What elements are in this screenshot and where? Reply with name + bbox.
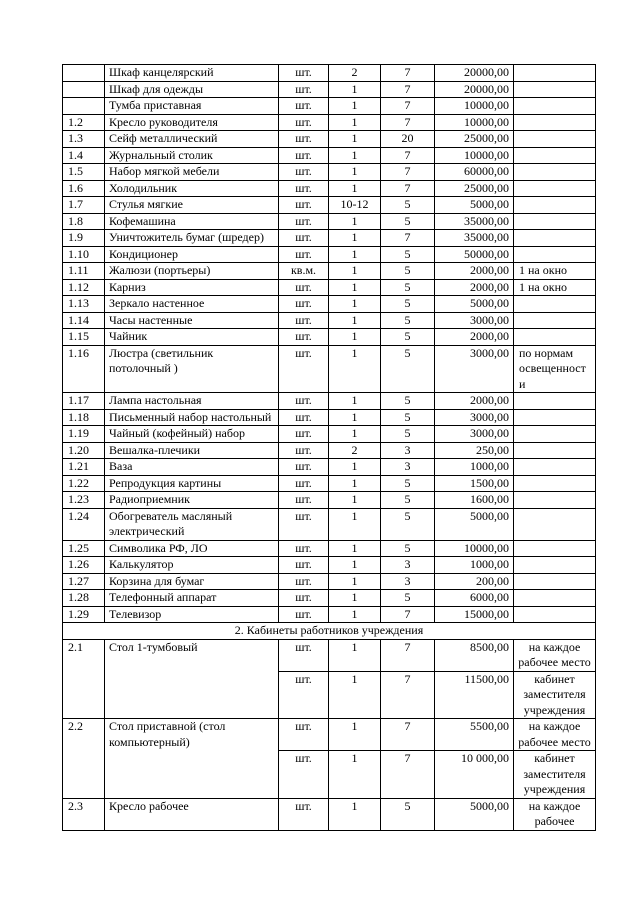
item-number: 1.3 (63, 131, 105, 148)
item-unit: шт. (279, 197, 329, 214)
table-row (63, 312, 596, 329)
item-price: 1600,00 (435, 492, 514, 509)
table-row (63, 442, 596, 459)
item-quantity: 1 (329, 426, 381, 443)
item-name: Журнальный столик (105, 147, 279, 164)
item-service-years: 7 (381, 751, 435, 799)
item-note (514, 540, 596, 557)
item-price: 10000,00 (435, 98, 514, 115)
item-service-years: 5 (381, 492, 435, 509)
item-quantity: 1 (329, 590, 381, 607)
item-price: 10000,00 (435, 540, 514, 557)
table-row (63, 345, 596, 393)
item-note (514, 213, 596, 230)
item-price: 2000,00 (435, 329, 514, 346)
item-service-years: 5 (381, 197, 435, 214)
item-unit: шт. (279, 312, 329, 329)
item-quantity: 1 (329, 164, 381, 181)
item-number (63, 81, 105, 98)
section-title: 2. Кабинеты работников учреждения (63, 623, 596, 640)
item-note (514, 246, 596, 263)
item-quantity: 1 (329, 81, 381, 98)
item-unit: шт. (279, 65, 329, 82)
item-quantity: 1 (329, 246, 381, 263)
item-note (514, 409, 596, 426)
item-quantity: 1 (329, 573, 381, 590)
item-number: 1.21 (63, 459, 105, 476)
item-quantity: 1 (329, 751, 381, 799)
item-note: 1 на окно (514, 263, 596, 280)
table-row (63, 492, 596, 509)
item-service-years: 5 (381, 540, 435, 557)
table-row (63, 114, 596, 131)
item-name: Репродукция картины (105, 475, 279, 492)
table-row (63, 426, 596, 443)
item-number: 1.13 (63, 296, 105, 313)
item-price: 2000,00 (435, 393, 514, 410)
item-number: 2.2 (63, 719, 105, 799)
item-unit: шт. (279, 345, 329, 393)
item-name: Письменный набор настольный (105, 409, 279, 426)
item-number: 1.5 (63, 164, 105, 181)
table-row (63, 81, 596, 98)
item-price: 2000,00 (435, 279, 514, 296)
item-service-years: 5 (381, 279, 435, 296)
item-note (514, 296, 596, 313)
item-number: 1.19 (63, 426, 105, 443)
item-price: 35000,00 (435, 230, 514, 247)
item-number: 1.26 (63, 557, 105, 574)
item-unit: шт. (279, 329, 329, 346)
item-quantity: 1 (329, 719, 381, 751)
item-number: 1.2 (63, 114, 105, 131)
item-price: 5000,00 (435, 508, 514, 540)
item-note: на каждое рабочее (514, 798, 596, 830)
item-service-years: 3 (381, 573, 435, 590)
item-service-years: 20 (381, 131, 435, 148)
table-row (63, 180, 596, 197)
item-price: 1000,00 (435, 459, 514, 476)
item-number: 1.16 (63, 345, 105, 393)
item-name: Кресло руководителя (105, 114, 279, 131)
table-row (63, 263, 596, 280)
item-unit: шт. (279, 671, 329, 719)
item-name: Обогреватель масляный электрический (105, 508, 279, 540)
item-price: 8500,00 (435, 639, 514, 671)
item-name: Телефонный аппарат (105, 590, 279, 607)
item-name: Набор мягкой мебели (105, 164, 279, 181)
item-service-years: 3 (381, 557, 435, 574)
section-heading-row (63, 623, 596, 640)
table-row (63, 246, 596, 263)
item-service-years: 5 (381, 475, 435, 492)
item-note (514, 98, 596, 115)
item-price: 5000,00 (435, 798, 514, 830)
item-unit: шт. (279, 590, 329, 607)
item-service-years: 7 (381, 114, 435, 131)
item-quantity: 1 (329, 345, 381, 393)
item-quantity: 1 (329, 459, 381, 476)
item-price: 20000,00 (435, 65, 514, 82)
item-unit: шт. (279, 180, 329, 197)
item-price: 25000,00 (435, 131, 514, 148)
table-row (63, 329, 596, 346)
table-row (63, 719, 596, 751)
item-number: 1.27 (63, 573, 105, 590)
item-unit: шт. (279, 639, 329, 671)
item-note (514, 180, 596, 197)
item-note (514, 312, 596, 329)
item-unit: шт. (279, 573, 329, 590)
item-service-years: 7 (381, 164, 435, 181)
item-price: 250,00 (435, 442, 514, 459)
table-row (63, 393, 596, 410)
item-number: 1.22 (63, 475, 105, 492)
item-service-years: 7 (381, 81, 435, 98)
item-service-years: 3 (381, 442, 435, 459)
item-price: 15000,00 (435, 606, 514, 623)
item-service-years: 7 (381, 671, 435, 719)
item-unit: шт. (279, 81, 329, 98)
item-service-years: 7 (381, 65, 435, 82)
item-name: Радиоприемник (105, 492, 279, 509)
item-quantity: 1 (329, 230, 381, 247)
item-unit: шт. (279, 246, 329, 263)
table-row (63, 65, 596, 82)
item-service-years: 3 (381, 459, 435, 476)
item-service-years: 5 (381, 329, 435, 346)
table-row (63, 590, 596, 607)
item-quantity: 1 (329, 279, 381, 296)
item-quantity: 1 (329, 671, 381, 719)
item-number: 1.24 (63, 508, 105, 540)
item-note (514, 65, 596, 82)
item-note (514, 230, 596, 247)
item-quantity: 1 (329, 114, 381, 131)
item-service-years: 5 (381, 263, 435, 280)
item-name: Тумба приставная (105, 98, 279, 115)
item-quantity: 1 (329, 798, 381, 830)
table-row (63, 213, 596, 230)
item-name: Калькулятор (105, 557, 279, 574)
item-unit: шт. (279, 459, 329, 476)
item-note (514, 573, 596, 590)
table-row (63, 409, 596, 426)
item-number: 1.7 (63, 197, 105, 214)
item-unit: шт. (279, 442, 329, 459)
item-service-years: 7 (381, 639, 435, 671)
item-name: Шкаф канцелярский (105, 65, 279, 82)
item-service-years: 5 (381, 409, 435, 426)
item-quantity: 1 (329, 606, 381, 623)
item-number: 1.8 (63, 213, 105, 230)
item-note (514, 81, 596, 98)
item-quantity: 1 (329, 409, 381, 426)
item-quantity: 10-12 (329, 197, 381, 214)
item-price: 2000,00 (435, 263, 514, 280)
item-quantity: 1 (329, 557, 381, 574)
item-unit: шт. (279, 798, 329, 830)
item-number: 1.28 (63, 590, 105, 607)
table-row (63, 197, 596, 214)
item-note (514, 590, 596, 607)
item-price: 3000,00 (435, 426, 514, 443)
item-price: 10 000,00 (435, 751, 514, 799)
item-service-years: 5 (381, 296, 435, 313)
table-row (63, 540, 596, 557)
item-name: Сейф металлический (105, 131, 279, 148)
norms-table (62, 64, 596, 831)
item-name: Корзина для бумаг (105, 573, 279, 590)
item-quantity: 1 (329, 393, 381, 410)
table-row (63, 279, 596, 296)
item-name: Шкаф для одежды (105, 81, 279, 98)
item-unit: шт. (279, 475, 329, 492)
item-unit: шт. (279, 296, 329, 313)
item-note (514, 475, 596, 492)
item-note (514, 508, 596, 540)
item-number: 1.15 (63, 329, 105, 346)
item-price: 1000,00 (435, 557, 514, 574)
item-service-years: 5 (381, 590, 435, 607)
item-price: 3000,00 (435, 345, 514, 393)
item-number: 1.9 (63, 230, 105, 247)
item-number: 1.4 (63, 147, 105, 164)
item-note: на каждое рабочее место (514, 639, 596, 671)
item-number: 1.23 (63, 492, 105, 509)
item-note (514, 606, 596, 623)
item-service-years: 7 (381, 719, 435, 751)
item-quantity: 1 (329, 329, 381, 346)
item-price: 5500,00 (435, 719, 514, 751)
item-price: 10000,00 (435, 114, 514, 131)
table-row (63, 296, 596, 313)
item-name: Люстра (светильник потолочный ) (105, 345, 279, 393)
item-quantity: 2 (329, 442, 381, 459)
item-price: 11500,00 (435, 671, 514, 719)
item-name: Часы настенные (105, 312, 279, 329)
table-row (63, 798, 596, 830)
item-unit: шт. (279, 114, 329, 131)
item-unit: шт. (279, 164, 329, 181)
item-quantity: 1 (329, 213, 381, 230)
item-note (514, 442, 596, 459)
item-name: Холодильник (105, 180, 279, 197)
item-unit: кв.м. (279, 263, 329, 280)
item-number: 1.6 (63, 180, 105, 197)
item-number: 1.12 (63, 279, 105, 296)
item-service-years: 7 (381, 147, 435, 164)
table-row (63, 459, 596, 476)
item-note: кабинет заместителя учреждения (514, 671, 596, 719)
item-note (514, 197, 596, 214)
item-quantity: 1 (329, 508, 381, 540)
item-service-years: 5 (381, 393, 435, 410)
item-number: 2.3 (63, 798, 105, 830)
item-service-years: 7 (381, 606, 435, 623)
item-name: Стулья мягкие (105, 197, 279, 214)
table-row (63, 475, 596, 492)
item-name: Кондиционер (105, 246, 279, 263)
item-unit: шт. (279, 719, 329, 751)
item-price: 10000,00 (435, 147, 514, 164)
item-unit: шт. (279, 508, 329, 540)
table-row (63, 573, 596, 590)
item-price: 6000,00 (435, 590, 514, 607)
item-price: 5000,00 (435, 296, 514, 313)
item-service-years: 7 (381, 180, 435, 197)
item-service-years: 5 (381, 246, 435, 263)
table-row (63, 230, 596, 247)
item-unit: шт. (279, 230, 329, 247)
item-quantity: 1 (329, 131, 381, 148)
item-unit: шт. (279, 426, 329, 443)
item-note (514, 329, 596, 346)
item-service-years: 5 (381, 345, 435, 393)
item-quantity: 1 (329, 492, 381, 509)
item-note: на каждое рабочее место (514, 719, 596, 751)
item-unit: шт. (279, 557, 329, 574)
item-quantity: 1 (329, 312, 381, 329)
item-price: 3000,00 (435, 312, 514, 329)
item-price: 50000,00 (435, 246, 514, 263)
item-name: Уничтожитель бумаг (шредер) (105, 230, 279, 247)
table-row (63, 147, 596, 164)
item-name: Символика РФ, ЛО (105, 540, 279, 557)
item-service-years: 5 (381, 426, 435, 443)
item-service-years: 7 (381, 98, 435, 115)
item-price: 35000,00 (435, 213, 514, 230)
item-service-years: 7 (381, 230, 435, 247)
item-note (514, 393, 596, 410)
item-number: 1.20 (63, 442, 105, 459)
item-name: Телевизор (105, 606, 279, 623)
item-note (514, 557, 596, 574)
item-quantity: 1 (329, 540, 381, 557)
item-name: Карниз (105, 279, 279, 296)
item-price: 3000,00 (435, 409, 514, 426)
item-number: 1.17 (63, 393, 105, 410)
item-note (514, 492, 596, 509)
item-name: Стол приставной (стол компьютерный) (105, 719, 279, 799)
item-name: Кресло рабочее (105, 798, 279, 830)
item-price: 20000,00 (435, 81, 514, 98)
item-name: Вешалка-плечики (105, 442, 279, 459)
item-price: 25000,00 (435, 180, 514, 197)
item-service-years: 5 (381, 312, 435, 329)
item-number: 1.11 (63, 263, 105, 280)
item-number (63, 65, 105, 82)
item-name: Жалюзи (портьеры) (105, 263, 279, 280)
item-name: Кофемашина (105, 213, 279, 230)
item-quantity: 1 (329, 147, 381, 164)
item-note (514, 426, 596, 443)
item-number: 1.18 (63, 409, 105, 426)
item-unit: шт. (279, 213, 329, 230)
furniture-norms-table (62, 64, 596, 831)
item-price: 5000,00 (435, 197, 514, 214)
item-note: по нормам освещенност и (514, 345, 596, 393)
item-unit: шт. (279, 606, 329, 623)
item-unit: шт. (279, 147, 329, 164)
item-quantity: 1 (329, 263, 381, 280)
item-name: Чайник (105, 329, 279, 346)
item-quantity: 1 (329, 98, 381, 115)
table-row (63, 98, 596, 115)
item-name: Чайный (кофейный) набор (105, 426, 279, 443)
table-row (63, 164, 596, 181)
item-name: Ваза (105, 459, 279, 476)
item-quantity: 1 (329, 180, 381, 197)
item-quantity: 1 (329, 475, 381, 492)
item-quantity: 1 (329, 296, 381, 313)
item-note: кабинет заместителя учреждения (514, 751, 596, 799)
item-name: Зеркало настенное (105, 296, 279, 313)
item-name: Лампа настольная (105, 393, 279, 410)
item-unit: шт. (279, 279, 329, 296)
item-service-years: 5 (381, 213, 435, 230)
table-row (63, 639, 596, 671)
table-row (63, 131, 596, 148)
item-name: Стол 1-тумбовый (105, 639, 279, 719)
item-number: 1.14 (63, 312, 105, 329)
table-row (63, 606, 596, 623)
item-number (63, 98, 105, 115)
item-price: 200,00 (435, 573, 514, 590)
item-number: 1.25 (63, 540, 105, 557)
item-unit: шт. (279, 751, 329, 799)
item-price: 1500,00 (435, 475, 514, 492)
item-note (514, 131, 596, 148)
item-quantity: 1 (329, 639, 381, 671)
table-body (63, 65, 596, 831)
item-note (514, 164, 596, 181)
item-service-years: 5 (381, 798, 435, 830)
table-row (63, 508, 596, 540)
item-number: 1.10 (63, 246, 105, 263)
item-unit: шт. (279, 540, 329, 557)
item-quantity: 2 (329, 65, 381, 82)
item-note (514, 459, 596, 476)
item-number: 1.29 (63, 606, 105, 623)
item-note (514, 147, 596, 164)
item-number: 2.1 (63, 639, 105, 719)
item-unit: шт. (279, 492, 329, 509)
item-service-years: 5 (381, 508, 435, 540)
item-note: 1 на окно (514, 279, 596, 296)
item-unit: шт. (279, 98, 329, 115)
item-unit: шт. (279, 393, 329, 410)
item-unit: шт. (279, 131, 329, 148)
item-price: 60000,00 (435, 164, 514, 181)
item-note (514, 114, 596, 131)
item-unit: шт. (279, 409, 329, 426)
table-row (63, 557, 596, 574)
